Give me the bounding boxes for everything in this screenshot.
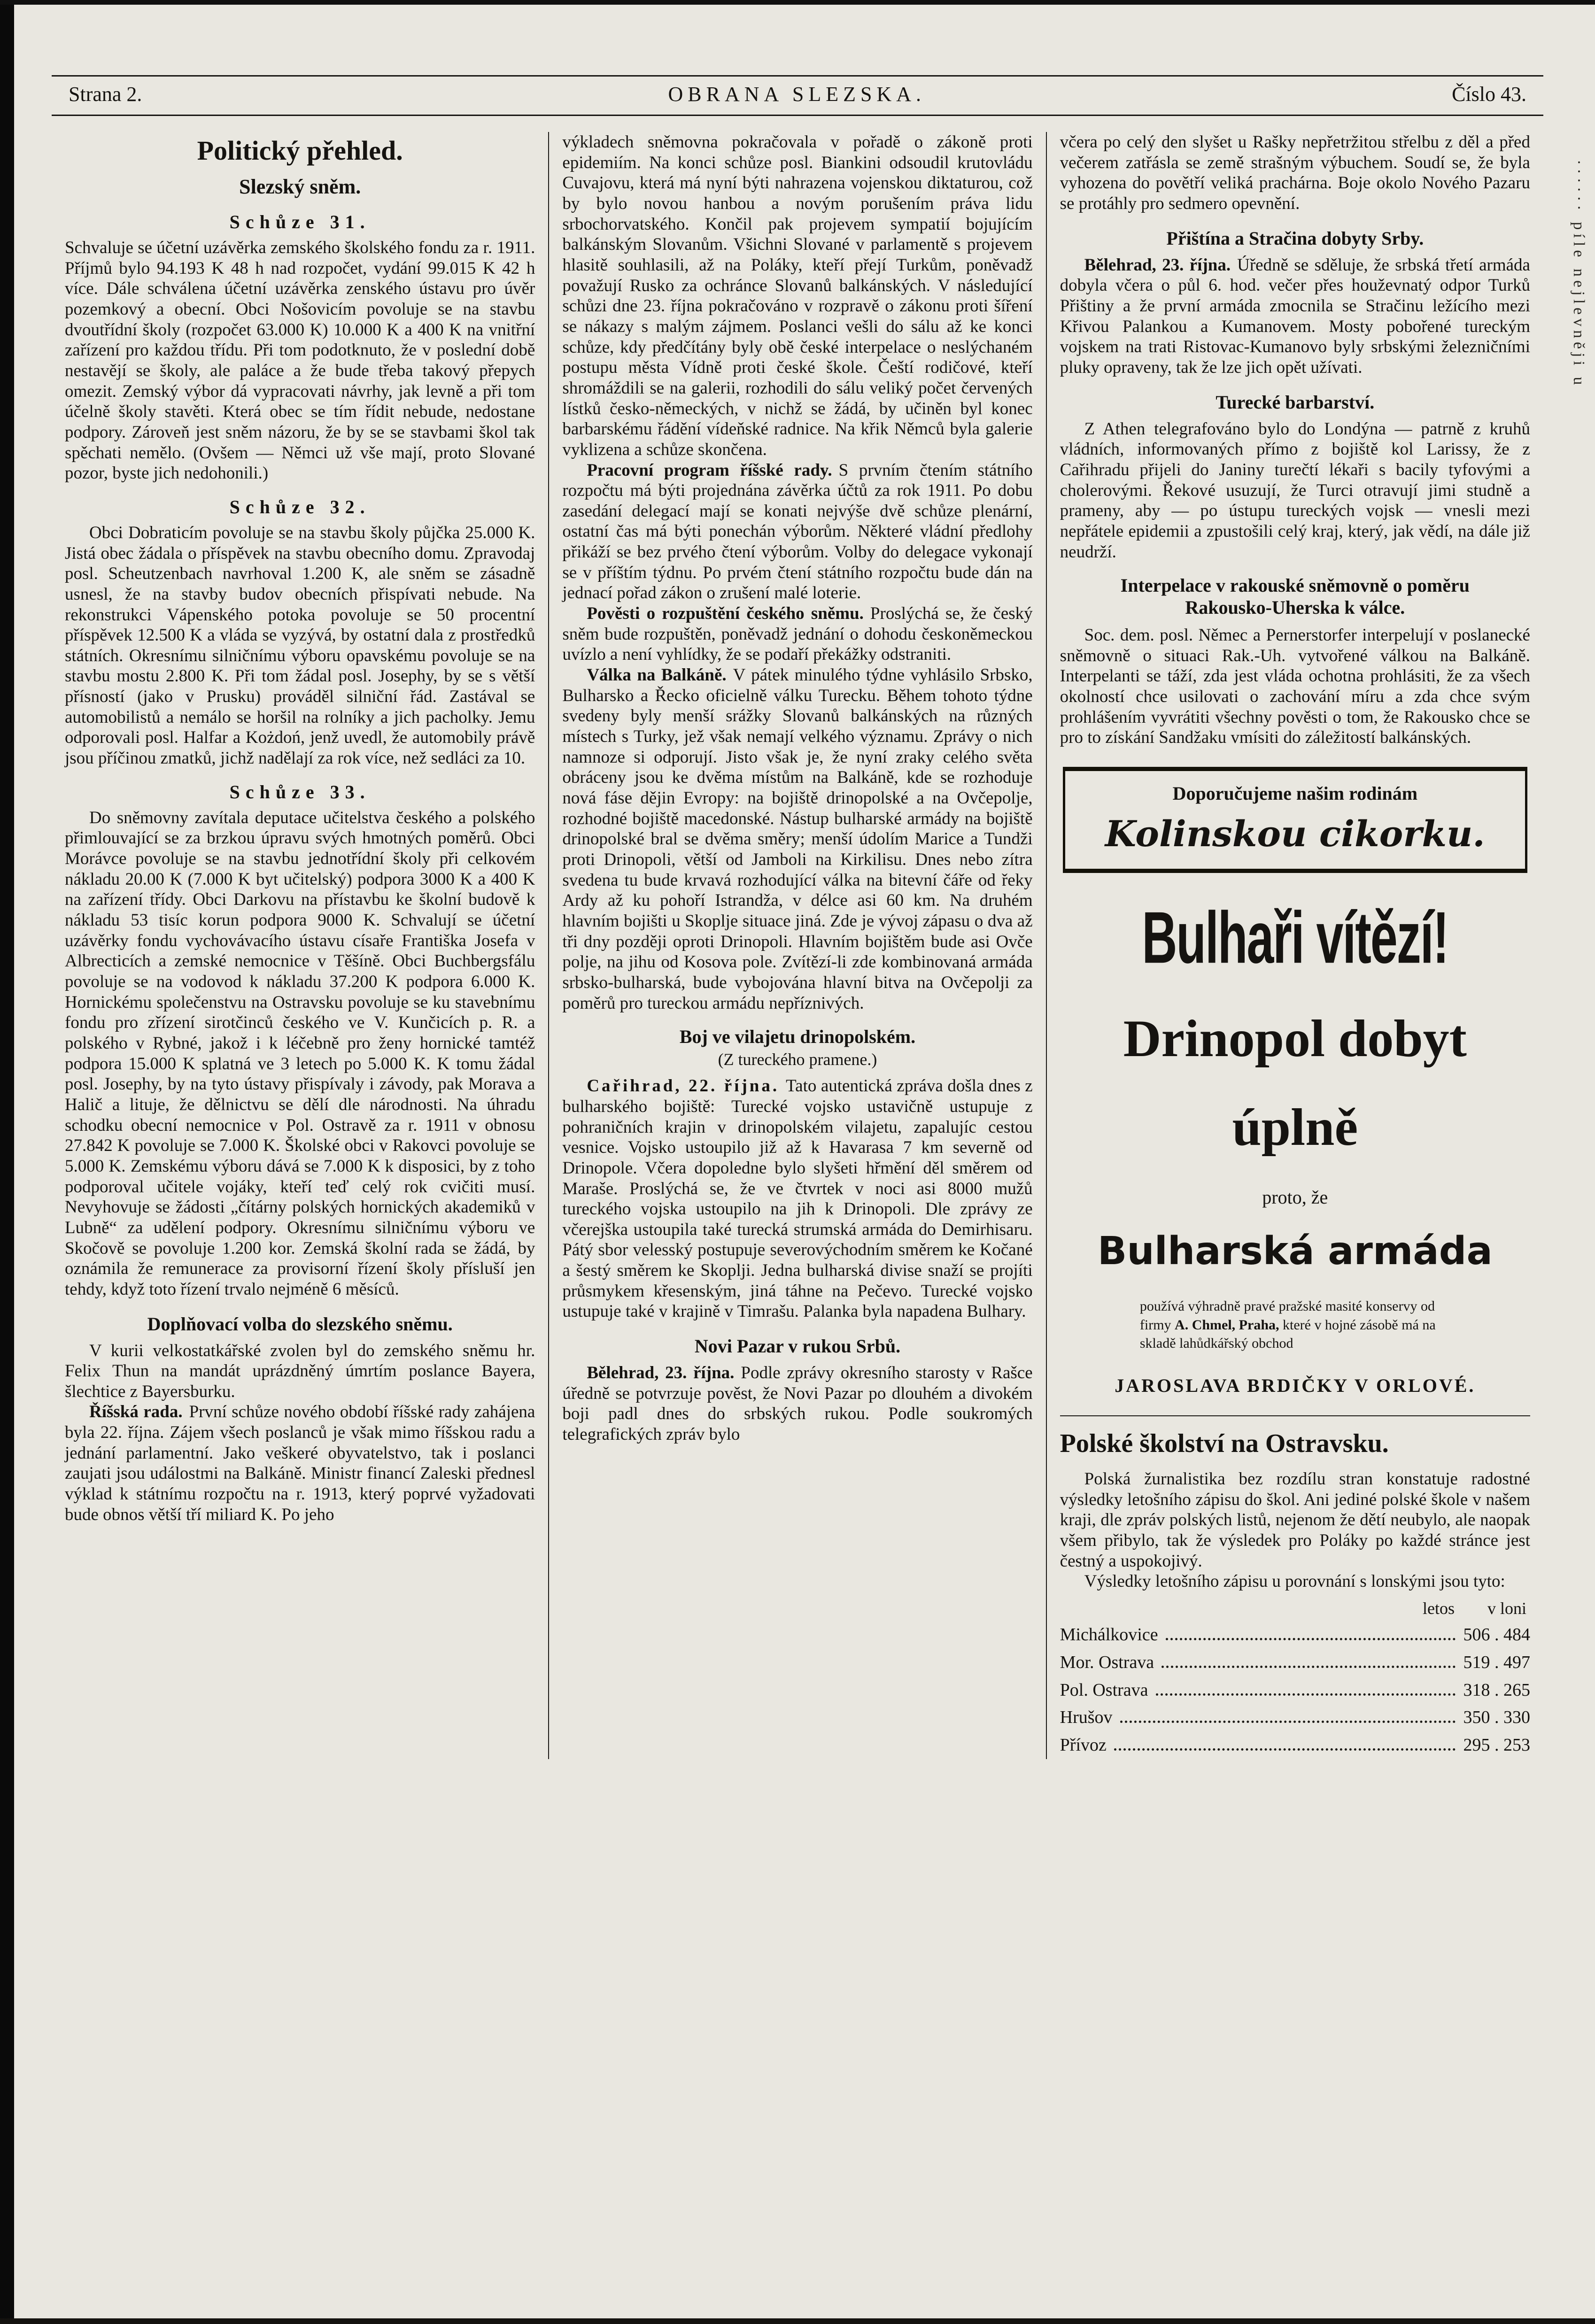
table-row <box>1060 1704 1530 1731</box>
row-name: Hrušov <box>1060 1707 1113 1728</box>
column-1 <box>52 132 548 1759</box>
row-name: Mor. Ostrava <box>1060 1652 1154 1672</box>
heading-novi-pazar: Novi Pazar v rukou Srbů. <box>694 1336 901 1357</box>
table-row <box>1060 1649 1530 1676</box>
text-pristina: Úředně se sděluje, že srbská třetí armáda dobyla včera o půl 6. hod. večer přes houževnatý odpor Turků Přištiny a že první armáda zmocnila se Stračinu ležícího mezi Křivou Palankou a Kumanovem. Mosty pobořené tureckým vojskem na trati Ristovac-Kumanovo byly srbskými železničními pluky opraveny, tak že lze jich opět užívati. <box>1060 255 1530 377</box>
enrollment-table <box>1060 1598 1530 1759</box>
article-subtitle-slezsky-snem: Slezský sněm. <box>239 175 361 198</box>
dot-leader <box>1161 1666 1456 1668</box>
paragraph-schuze-32: Obci Dobraticím povoluje se na stavbu školy půjčka 25.000 K. Jistá obec žádala o příspěvek na stavbu obecního domu. Zpravodaj posl. Scheutzenbach navrhoval 1.200 K, ale sněm se zásadně usnesl, že na stavby budov obecních přispívati nebude. Na rekonstrukci Vápenského potoka povoluje se 50 procentní příspěvek 12.500 K a vláda se vyzývá, by ostatní dala z prostředků státních. Okresnímu silničnímu výboru opavskému povoluje se na stavbu mostu 2.800 K. Při tom žádal posl. Josephy, by se s větší přísností (jako v Prusku) prováděl silniční řád. Zastával se automobilistů a nemálo se horšil na rolníky a jich pacholky. Jemu odporovali posl. Halfar a Kożdoń, jenž uvedl, že automobily právě jsou příčinou zmatků, jichž nadělají za rok více, než sedláci za 10. <box>65 523 535 768</box>
headline-bulhari-vitezi: Bulhaři vítězí! <box>1142 897 1448 979</box>
dot-leader <box>1120 1721 1456 1723</box>
paragraph-risska-rada <box>65 1402 535 1525</box>
heading-schuze-33: Schůze 33. <box>229 781 371 803</box>
subheading-turecky-pramen: (Z tureckého pramene.) <box>718 1050 877 1069</box>
paragraph-polske-skolstvi: Polská žurnalistika bez rozdílu stran konstatuje radostné výsledky letošního zápisu do škol. Ani jediné polské škole v našem kraji, dle zpráv polských listů, nejenom že dětí neubylo, ale naopak všem přibylo, tak že výsledek pro Poláky po každé stránce jest čestný a uspokojivý. <box>1060 1469 1530 1571</box>
paragraph-zapis-intro: Výsledky letošního zápisu u porovnání s lonskými jsou tyto: <box>1084 1572 1505 1591</box>
dot-leader <box>1156 1693 1456 1696</box>
dateline-belehrad-1: Bělehrad, 23. října. <box>587 1363 735 1383</box>
margin-vertical-text: ······ píle nejlevněji u <box>1570 160 1587 389</box>
page-number: Strana 2. <box>69 83 142 106</box>
paragraph-continuation-2: včera po celý den slyšet u Rašky nepřetržitou střelbu z děl a před večerem zatřásla se země strašným výbuchem. Soudí se, že byla vyhozena do povětří veliká prachárna. Boje okolo Nového Pazaru se protáhly pro sedmero opevnění. <box>1060 132 1530 213</box>
headline-bulharska-armada: Bulharská armáda <box>1097 1229 1493 1274</box>
text-risska-rada: První schůze nového období říšské rady zahájena byla 22. října. Zájem všech poslanců je však mimo říšskou radu a jednání parlamentní. Jako veškeré obyvatelstvo, tak i poslanci zaujati jsou událostmi na Balkáně. Ministr financí Zaleski přednesl výklad k státnímu rozpočtu na r. 1913, který poprvé vyžadovati bude obnos větší tří miliard K. Po jeho <box>65 1402 535 1524</box>
scan-edge-left <box>0 0 14 2324</box>
heading-interpelace-1: Interpelace v rakouské sněmovně o poměru <box>1120 575 1470 596</box>
column-2 <box>548 132 1045 1759</box>
dateline-carihrad: Cařihrad, 22. října. <box>587 1076 780 1096</box>
issue-number: Číslo 43. <box>1452 83 1526 106</box>
ad-cikorka-line1: Doporučujeme našim rodinám <box>1172 783 1418 804</box>
heading-pristina-stracina: Přištína a Stračina dobyty Srby. <box>1166 227 1424 249</box>
row-values: 350 . 330 <box>1463 1707 1530 1728</box>
row-values: 295 . 253 <box>1463 1735 1530 1755</box>
paragraph-schuze-31: Schvaluje se účetní uzávěrka zemského školského fondu za r. 1911. Příjmů bylo 94.193 K 48 h nad rozpočet, vydání 99.015 K 42 h více. Dále schválena účetní uzávěrka zenského ústavu pro úvěr pozemkový a obecní. Obci Nošovicím povoluje se na stavbu dvoutřídní školy (rozpočet 63.000 K) 10.000 K a 400 K na vnitřní zařízení pro každou třídu. Při tom podotknuto, že v poslední době nestavějí se školy, ale paláce a že bude třeba takový přepych omezit. Zemský výbor dá vypracovati návrhy, jak levně a při tom účelně školy stavěti. Která obec se tím řídit nebude, nedostane podpory. Zároveň jest sněm názoru, že by se se stavbami škol tak spěchati nemělo. (Ovšem — Němci už vše mají, proto Slované pozor, byste jich nedohonili.) <box>65 238 535 483</box>
dot-leader <box>1114 1748 1456 1751</box>
paragraph-pristina <box>1060 255 1530 378</box>
dateline-belehrad-2: Bělehrad, 23. října. <box>1084 255 1231 275</box>
heading-polske-skolstvi: Polské školství na Ostravsku. <box>1060 1415 1530 1459</box>
headline-uplne: úplně <box>1232 1098 1358 1157</box>
table-row <box>1060 1676 1530 1704</box>
column-3 <box>1046 132 1543 1759</box>
paragraph-novi-pazar <box>562 1363 1032 1445</box>
col-header-letos: letos <box>1422 1598 1455 1618</box>
paragraph-valka-na-balkane <box>562 665 1032 1013</box>
ad-note-firm: A. Chmel, Praha, <box>1175 1317 1279 1333</box>
lead-valka-na-balkane: Válka na Balkáně. <box>587 665 727 685</box>
scan-edge-bottom <box>0 2318 1595 2324</box>
row-values: 519 . 497 <box>1463 1652 1530 1672</box>
ad-shop-name: JAROSLAVA BRDIČKY V ORLOVÉ. <box>1115 1374 1476 1396</box>
table-row <box>1060 1621 1530 1649</box>
row-name: Přívoz <box>1060 1735 1107 1755</box>
paragraph-continuation: výkladech sněmovna pokračovala v pořadě o zákoně proti epidemiím. Na konci schůze posl. Biankini odsoudil krutovládu Cuvajovu, která má nyní býti nahrazena vojenskou diktaturou, což by bylo novou hanbou a novým porušením práva lidu srbochorvatského. Končil pak projevem sympatií bojujícím balkánským Slovanům. Všichni Slované v parlamentě s projevem hlasitě souhlasili, až na Poláky, kteří přejí Turkům, poněvadž považují Rusko za ochránce Slovanů balkánských. V následující schůzi dne 23. října pokračováno v rozpravě o zákonu proti šíření se nákazy s malým zájmem. Poslanci vešli do sálu až ke konci schůze, kdy předčítány byly obě české interpelace o neslýchaném postupu města Vídně proti české škole. Čeští rodičové, kteří shromáždili se na galerii, rozhodili do sálu veliký počet červených lístků česko-německých, v nichž se žádá, by učiněn byl konec barbarskému řádění vídeňské radnice. Na křik Němců byla galerie vyklizena a schůze skončena. <box>562 132 1033 459</box>
paragraph-povesti <box>562 603 1032 665</box>
ad-box-cikorka <box>1063 767 1527 873</box>
ad-cikorka-line2: Kolinskou cikorku. <box>1105 813 1485 855</box>
lead-pracovni-program: Pracovní program říšské rady. <box>587 460 832 480</box>
row-values: 506 . 484 <box>1463 1624 1530 1645</box>
row-name: Pol. Ostrava <box>1060 1680 1148 1700</box>
lead-povesti: Pověsti o rozpuštění českého sněmu. <box>587 604 864 624</box>
enrollment-table-header <box>1060 1598 1530 1618</box>
row-values: 318 . 265 <box>1463 1680 1530 1700</box>
paragraph-interpelace: Soc. dem. posl. Němec a Pernerstorfer interpelují v poslanecké sněmovně o situaci Rak.-Uh. vytvořené válkou na Balkáně. Interpelanti se táží, zda jest vláda ochotna prohlásiti, že za všech okolností chce usilovati o zachování míru a zda chce svým prohlášením vyvrátiti všechny pověsti o tom, že Rakousko chce se pro to získání Sandžaku vmísiti do záležitostí balkánských. <box>1060 625 1530 748</box>
text-novi-pazar: Podle zprávy okresního starosty v Rašce úředně se potvrzuje pověst, že Novi Pazar po dlouhém a divokém boji padl dnes do srbských rukou. Podle soukromých telegrafických zpráv bylo <box>562 1363 1033 1444</box>
heading-schuze-32: Schůze 32. <box>229 496 371 517</box>
text-povesti: Proslýchá se, že český sněm bude rozpuštěn, poněvadž jednání o dohodu českoněmeckou uvízlo a není vyhlídky, že se podaří překážky odstraniti. <box>562 604 1033 664</box>
heading-schuze-31: Schůze 31. <box>229 211 371 232</box>
heading-boj-ve-vilajetu: Boj ve vilajetu drinopolském. <box>679 1026 916 1048</box>
columns <box>52 132 1543 1759</box>
newspaper-page <box>14 5 1595 2318</box>
text-valka-na-balkane: V pátek minulého týdne vyhlásilo Srbsko, Bulharsko a Řecko oficielně válku Turecku. Během tohoto týdne svedeny byly menší srážky Slovanů balkánských na různých místech s Turky, jež však nemají velkého významu. Zprávy o nich namnoze si odporují. Jisto však je, že nyní zraky celého světa obráceny jsou ke dvěma místům na Balkáně, kde se rozhoduje nová fáse dějin Evropy: na bojiště drinopolské a na Ovčepolje, rozhodné bojiště macedonské. Nástup bulharské armády na bojiště drinopolské bral se dvěma směry; menší údolím Marice a Tundži proti Drinopoli, větší od Jamboli na Kirkilisu. Dnes nebo zítra svedena tu bude krvavá rozhodující válka na bitevní čáře od řeky Ardy až ku pohoří Istrandža, v délce asi 60 km. Na druhém hlavním bojišti u Skoplje situace jiná. Zde je vývoj zápasu o dva až tři dny později oproti Drinopoli. Hlavním bojištěm bude asi Ovče polje, na jihu od Kosova pole. Zvítězí-li zde kombinovaná armáda srbsko-bulharská, bude vybojována hlavní bitva na Ovčepolji za poměrů pro tureckou armádu nepříznivých. <box>562 665 1033 1013</box>
article-title-politicky-prehled: Politický přehled. <box>197 135 403 166</box>
text-carihrad: Tato autentická zpráva došla dnes z bulharského bojiště: Turecké vojsko ustavičně ustupuje z pohraničních krajin v drinopolském vilajetu, zapalujíc cestou vesnice. Vojsko ustoupilo již až k Havarasa 7 km severně od Drinopole. Včera dopoledne bylo slyšeti hřmění děl směrem od Maraše. Proslýchá se, že ve čtvrtek v noci asi 8000 mužů tureckého vojska ustoupilo na jih k Drinopoli. Dle zprávy ze včerejška ustoupila také turecká strumská armáda do Demirhisaru. Pátý sbor velesský postupuje severovýchodním směrem ke Kočané a šestý směrem ke Skoplji. Jedna bulharská divise snaží se projíti průsmykem křesenským, jiná táhne na Pečevo. Turecké vojsko ustupuje také v krajině v Timrašu. Palanka byla napadena Bulhary. <box>562 1076 1033 1321</box>
paragraph-turecke-barbarstvi: Z Athen telegrafováno bylo do Londýna — patrně z kruhů vládních, informovaných přímo z bojiště kol Larissy, že z Cařihradu přijeli do Janiny turečtí lékaři s bacily tyfovými a cholerovými. Řekové usuzují, že Turci otravují jimi studně a prameny, aby — po ústupu tureckých vojsk — vnesli mezi nepřátele epidemii a zpustošili celý kraj, který, jak vědí, na dále již neudrží. <box>1060 419 1530 562</box>
table-row <box>1060 1731 1530 1759</box>
text-pracovni-program: S prvním čtením státního rozpočtu má býti projednána závěrka účtů za rok 1911. Po dobu zasedání delegací mají se konati nejvýše dvě schůze plenární, ostatní čas má býti ponechán výborům. Některé vládní předlohy přikáží se bez prvého čtení výborům. Volby do delegace vykonají se v příštím týdnu. Po prvém čtení státního rozpočtu bude dán na jednací pořad zákon o zrušení malé loterie. <box>562 460 1033 603</box>
paragraph-carihrad <box>562 1076 1032 1322</box>
scan-edge-top <box>0 0 1595 5</box>
ad-note-pre: používá výhradně pravé pražské masité konservy od firmy <box>1139 1298 1435 1333</box>
paragraph-schuze-33: Do sněmovny zavítala deputace učitelstva českého a polského přimlouvající se za brzkou úpravu svých hmotných poměrů. Obci Morávce povoluje se na stavbu jednotřídní školy při celkovém nákladu 20.00 K (7.000 K byt učitelský) podpora 3000 K a 400 K na zařízení třídy. Obci Darkovu na přístavbu ke školní budově k nákladu 53 tisíc korun podpora 9000 K. Schvalují se účetní uzávěrky fondu vychovávacího ústavu císaře Františka Josefa v Albrecticích a zemské nemocnice v Těšíně. Obci Buchbergsfálu povoluje se na vodovod k nákladu 37.200 K podpora 6.000 K. Hornickému společenstvu na Ostravsku povoluje se ku stavebnímu fondu pro zřízení sirotčinců českého ve V. Kunčicích p. R. a polského v Rybné, jakož i k léčebně pro ženy hornické tamtéž podpora 15.000 K splatná ve 3 letech po 5.000 K. K tomu žádal posl. Josephy, by na tyto ústavy přispívaly i závody, pak Morava a Halič a lituje, že dělnictvu se dělí dle národnosti. Na úhradu schodku obecní nemocnice v Pol. Ostravě za r. 1911 v obnosu 27.842 K povoluje se 7.000 K. Školské obci v Rakovci povoluje se 5.000 K. Zemskému výboru dává se 7.000 K k disposici, by z toho podporoval učitele vojáky, kteří teď celý rok cvičiti musí. Nevyhovuje se žádosti „čítárny polských hornických akademiků v Lubně“ za udělení podpory. Okresnímu silničnímu výboru ve Skočově se povoluje 1.200 kor. Zemská školní rada se žádá, by oznámila že remunerace za provisorní řízení školy přísluší jen tehdy, když toto řízení trvalo nejméně 6 měsíců. <box>65 808 535 1299</box>
headline-drinopol-dobyt: Drinopol dobyt <box>1123 1010 1467 1068</box>
row-name: Michálkovice <box>1060 1624 1158 1645</box>
ad-note-post: které v hojné zásobě má na skladě lahůdkářský obchod <box>1139 1317 1436 1351</box>
paragraph-doplnovaci-volba: V kurii velkostatkářské zvolen byl do zemského sněmu hr. Felix Thun na mandát uprázdněný úmrtím poslance Bayera, šlechtice z Bayersburku. <box>65 1341 535 1401</box>
lead-risska-rada: Říšská rada. <box>89 1402 183 1422</box>
dot-leader <box>1166 1638 1456 1640</box>
newspaper-title: OBRANA SLEZSKA. <box>668 83 926 106</box>
masthead <box>52 75 1543 116</box>
col-header-vloni: v loni <box>1487 1598 1526 1618</box>
heading-turecke-barbarstvi: Turecké barbarství. <box>1216 391 1375 413</box>
ad-note-chmel <box>1140 1297 1450 1353</box>
heading-interpelace-2: Rakousko-Uherska k válce. <box>1185 597 1405 618</box>
heading-doplnovaci-volba: Doplňovací volba do slezského sněmu. <box>147 1313 453 1335</box>
text-proto-ze: proto, že <box>1262 1187 1328 1208</box>
paragraph-pracovni-program <box>562 460 1032 604</box>
